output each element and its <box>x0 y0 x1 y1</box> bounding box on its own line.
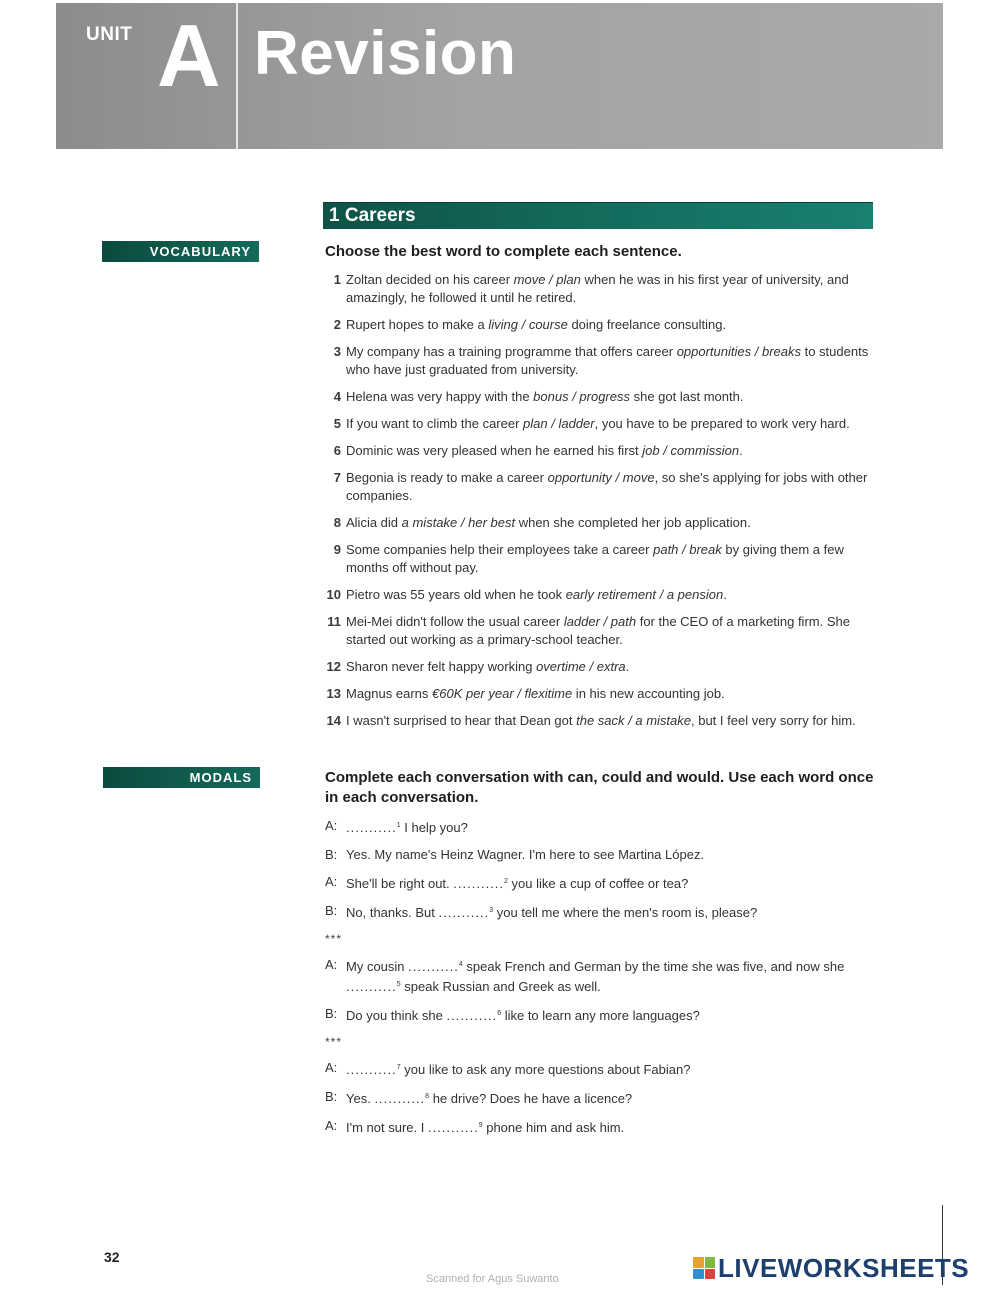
word-choice[interactable]: plan / ladder <box>523 416 595 431</box>
gap-number: 4 <box>458 961 463 968</box>
item-number: 6 <box>333 443 341 458</box>
conversation-separator: *** <box>325 932 343 946</box>
page-title: Revision <box>254 19 517 88</box>
answer-gap[interactable]: ........... <box>374 1091 426 1106</box>
item-text: I wasn't surprised to hear that Dean got <box>346 713 577 728</box>
speaker: A: <box>325 874 338 889</box>
modals-tag: MODALS <box>103 767 260 788</box>
line-text: She'll be right out. <box>346 876 454 891</box>
speaker: A: <box>325 1118 338 1133</box>
speaker: B: <box>325 847 338 862</box>
item-text: . <box>625 659 630 674</box>
item-number: 11 <box>327 614 341 629</box>
word-choice[interactable]: move / plan <box>513 272 581 287</box>
unit-label: UNIT <box>86 24 133 45</box>
liveworksheets-icon <box>693 1257 715 1279</box>
word-choice[interactable]: early retirement / a pension <box>565 587 724 602</box>
word-choice[interactable]: job / commission <box>642 443 740 458</box>
dialog-line <box>325 1005 885 1025</box>
page-number: 32 <box>104 1249 120 1265</box>
item-text: for the CEO of a marketing firm. She started out working as a primary-school teacher. <box>346 614 850 647</box>
line-text: phone him and ask him. <box>482 1120 625 1135</box>
word-choice[interactable]: a mistake / her best <box>401 515 516 530</box>
list-item <box>325 586 885 604</box>
item-text: Dominic was very pleased when he earned his first <box>346 443 643 458</box>
item-text: Mei-Mei didn't follow the usual career <box>346 614 564 629</box>
section-header <box>323 202 873 229</box>
item-text: . <box>723 587 727 602</box>
gap-number: 1 <box>396 822 401 829</box>
line-text: he drive? Does he have a licence? <box>429 1091 633 1106</box>
list-item <box>325 415 885 433</box>
line-text: I'm not sure. I <box>346 1120 428 1135</box>
item-text: Zoltan decided on his career <box>346 272 514 287</box>
word-choice[interactable]: living / course <box>488 317 568 332</box>
word-choice[interactable]: opportunity / move <box>547 470 655 485</box>
speaker: A: <box>325 818 338 833</box>
list-item <box>325 712 885 730</box>
item-text: Pietro was 55 years old when he took <box>346 587 566 602</box>
item-text: Some companies help their employees take a career <box>346 542 654 557</box>
liveworksheets-logo[interactable] <box>693 1253 969 1283</box>
modals-instruction: Complete each conversation with can, could and would. Use each word once in each conversation. <box>325 769 874 806</box>
gap-number: 6 <box>497 1010 502 1017</box>
item-text: Magnus earns <box>346 686 432 701</box>
item-text: by giving them a few months off without pay. <box>346 542 844 575</box>
list-item <box>325 685 885 703</box>
item-number: 8 <box>333 515 341 530</box>
item-text: Helena was very happy with the <box>346 389 534 404</box>
list-item <box>325 316 885 334</box>
item-text: , so she's applying for jobs with other companies. <box>346 470 868 503</box>
list-item <box>325 469 885 505</box>
word-choice[interactable]: path / break <box>653 542 722 557</box>
item-text: . <box>739 443 743 458</box>
line-text: Yes. My name's Heinz Wagner. I'm here to see Martina López. <box>346 847 705 862</box>
item-text: Alicia did <box>346 515 402 530</box>
brand-name: LIVEWORKSHEETS <box>718 1253 970 1283</box>
line-text: No, thanks. But <box>346 905 439 920</box>
item-text: , you have to be prepared to work very hard. <box>594 416 850 431</box>
list-item <box>325 388 885 406</box>
item-number: 7 <box>333 470 341 485</box>
line-text: you like to ask any more questions about Fabian? <box>400 1062 691 1077</box>
word-choice[interactable]: bonus / progress <box>533 389 630 404</box>
item-number: 12 <box>326 659 341 674</box>
item-text: Begonia is ready to make a career <box>346 470 548 485</box>
vocabulary-list <box>325 271 885 739</box>
line-text: you like a cup of coffee or tea? <box>507 876 689 891</box>
gap-number: 8 <box>425 1093 430 1100</box>
list-item <box>325 514 885 532</box>
word-choice[interactable]: the sack / a mistake <box>576 713 691 728</box>
section-title: 1 Careers <box>329 205 416 226</box>
item-number: 5 <box>333 416 341 431</box>
item-number: 4 <box>333 389 341 404</box>
item-number: 13 <box>326 686 341 701</box>
conversation-separator: *** <box>325 1035 343 1049</box>
gap-number: 9 <box>478 1122 483 1129</box>
item-number: 3 <box>333 344 341 359</box>
banner-divider <box>236 3 238 149</box>
line-text: speak French and German by the time she was five, and now she <box>462 959 845 974</box>
word-choice[interactable]: opportunities / breaks <box>676 344 801 359</box>
gap-number: 3 <box>489 907 494 914</box>
item-text: , but I feel very sorry for him. <box>691 713 856 728</box>
item-text: when he was in his first year of university, and amazingly, he followed it until he retired. <box>346 272 849 305</box>
line-text: like to learn any more languages? <box>501 1008 700 1023</box>
item-text: Sharon never felt happy working <box>346 659 537 674</box>
dialog-line <box>325 956 885 996</box>
answer-gap[interactable]: ........... <box>346 820 397 835</box>
answer-gap[interactable]: ........... <box>453 876 505 891</box>
answer-gap[interactable]: ........... <box>346 1062 397 1077</box>
line-text: speak Russian and Greek as well. <box>400 979 601 994</box>
speaker: B: <box>325 903 338 918</box>
speaker: A: <box>325 1060 338 1075</box>
item-text: doing freelance consulting. <box>567 317 727 332</box>
line-text: you tell me where the men's room is, please? <box>493 905 758 920</box>
dialog-line <box>325 1117 885 1137</box>
unit-letter: A <box>157 6 221 105</box>
answer-gap[interactable]: ........... <box>427 1120 479 1135</box>
answer-gap[interactable]: ........... <box>446 1008 498 1023</box>
dialog-line <box>325 846 885 864</box>
list-item <box>325 658 885 676</box>
item-text: in his new accounting job. <box>572 686 725 701</box>
dialog-line <box>325 1088 885 1108</box>
line-text: Do you think she <box>346 1008 447 1023</box>
line-text: My cousin <box>346 959 409 974</box>
gap-number: 2 <box>504 878 508 885</box>
item-number: 14 <box>326 713 341 728</box>
item-text: My company has a training programme that offers career <box>346 344 677 359</box>
line-text: I help you? <box>400 820 468 835</box>
list-item <box>325 613 885 649</box>
item-number: 2 <box>333 317 341 332</box>
conversation-list <box>325 817 885 1146</box>
list-item <box>325 343 885 379</box>
word-choice[interactable]: ladder / path <box>563 614 637 629</box>
item-number: 9 <box>333 542 341 557</box>
answer-gap[interactable]: ........... <box>438 905 490 920</box>
dialog-line <box>325 1059 885 1079</box>
item-text: when she completed her job application. <box>515 515 751 530</box>
answer-gap[interactable]: ........... <box>408 959 459 974</box>
word-choice[interactable]: overtime / extra <box>536 659 626 674</box>
item-text: Rupert hopes to make a <box>346 317 489 332</box>
item-number: 10 <box>326 587 341 602</box>
dialog-line <box>325 817 885 837</box>
gap-number: 7 <box>396 1064 401 1071</box>
dialog-line <box>325 902 885 922</box>
gap-number: 5 <box>396 981 401 988</box>
item-text: If you want to climb the career <box>346 416 524 431</box>
item-number: 1 <box>333 272 341 287</box>
vocabulary-instruction: Choose the best word to complete each sentence. <box>325 243 682 260</box>
list-item <box>325 442 885 460</box>
speaker: B: <box>325 1089 338 1104</box>
item-text: to students who have just graduated from university. <box>346 344 869 377</box>
speaker: A: <box>325 957 338 972</box>
list-item <box>325 271 885 307</box>
dialog-line <box>325 873 885 893</box>
speaker: B: <box>325 1006 338 1021</box>
scan-credit: Scanned for Agus Suwanto <box>426 1273 559 1285</box>
line-text: Yes. <box>346 1091 375 1106</box>
list-item <box>325 541 885 577</box>
vocabulary-tag: VOCABULARY <box>102 241 259 262</box>
word-choice[interactable]: €60K per year / flexitime <box>432 686 573 701</box>
item-text: she got last month. <box>630 389 744 404</box>
answer-gap[interactable]: ........... <box>346 979 397 994</box>
